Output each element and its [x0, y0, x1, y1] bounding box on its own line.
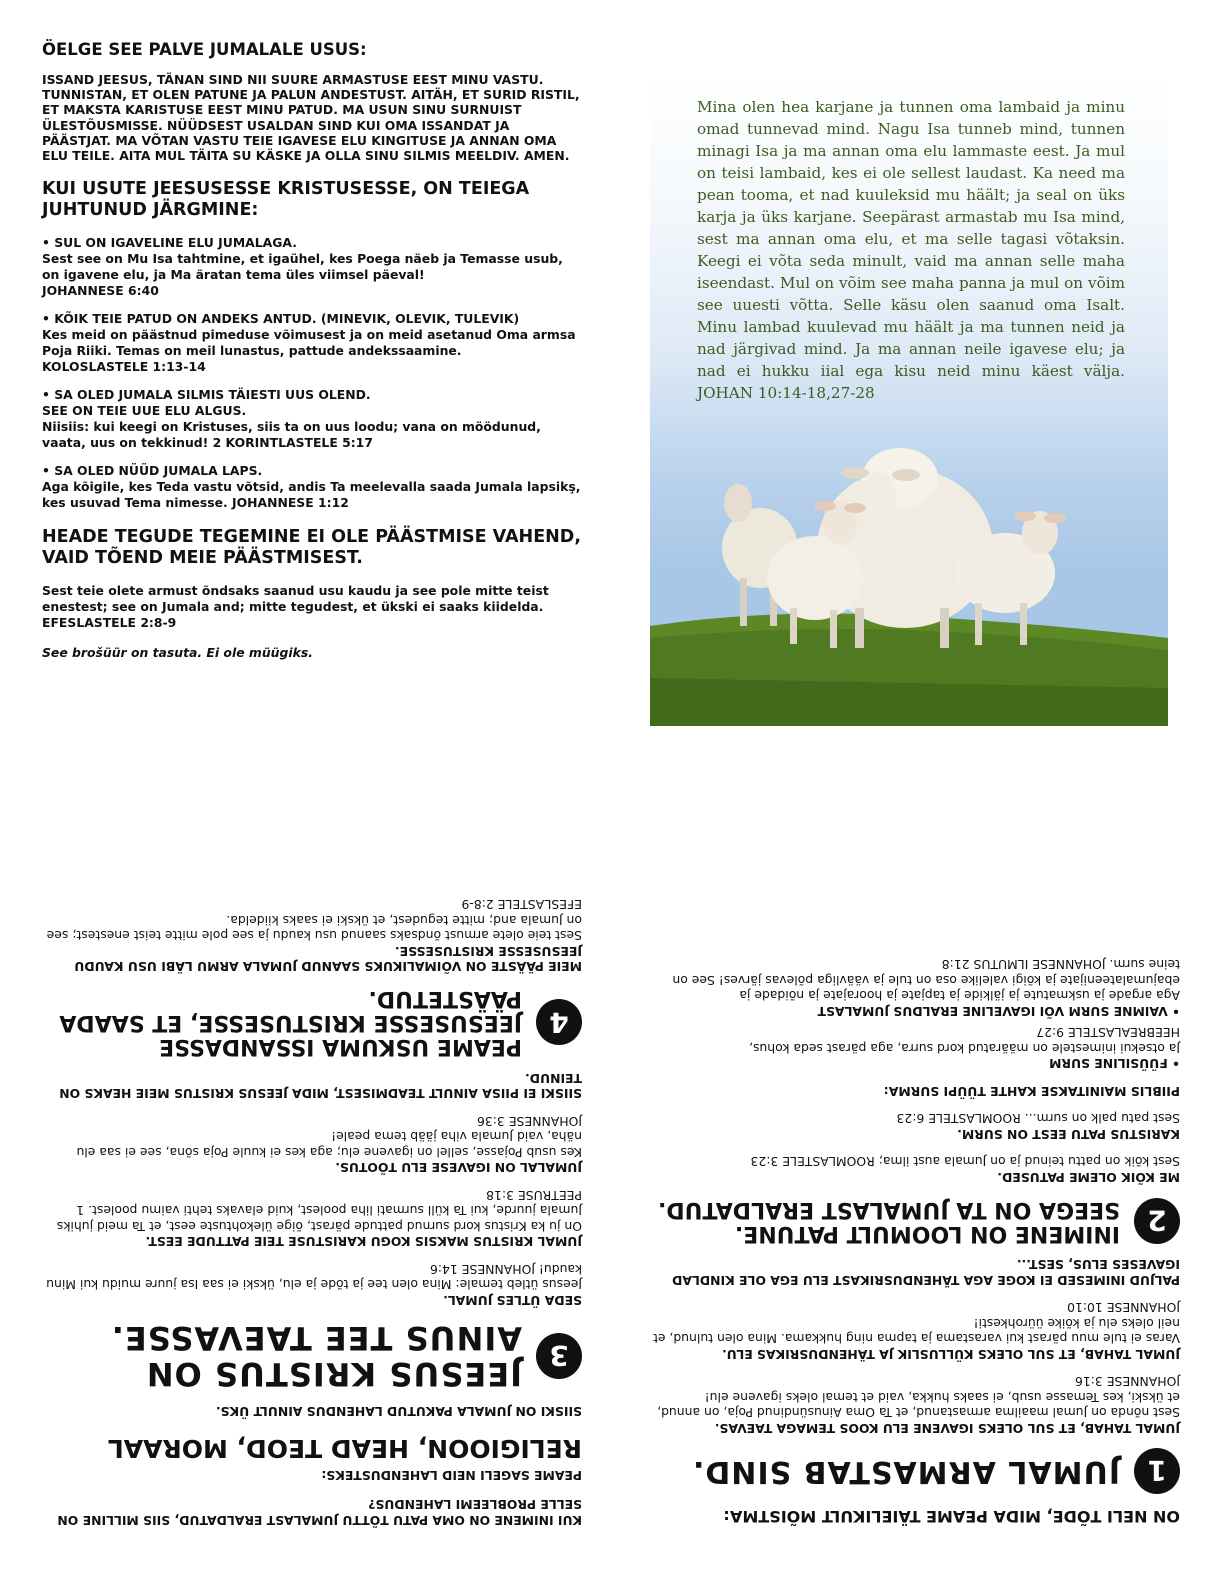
para-lead: JUMALAL ON IGAVESE ELU TÕOTUS. — [335, 1160, 582, 1176]
intro-solutions: PEAME SAGELI NEID LAHENDUSTEKS: — [321, 1468, 582, 1483]
item-body: SEE ON TEIE UUE ELU ALGUS. — [42, 403, 247, 419]
paragraph — [650, 1300, 1180, 1362]
list-item — [42, 235, 582, 299]
paragraph — [650, 1111, 1180, 1142]
truths-panel-3-4 — [42, 808, 582, 1528]
item-ref: JOHANNESE 6:40 — [42, 283, 159, 299]
paragraph: PIIBLIS MAINITAKSE KAHTE TÜÜPI SURMA: — [883, 1084, 1180, 1099]
list-item — [42, 311, 582, 375]
section-4-header — [42, 987, 582, 1059]
para-lead: JUMAL KRISTUS MAKSIS KOGU KARISTUSE TEIE PATTUDE EEST. — [145, 1234, 582, 1250]
para-text: Sest patu palk on surm... ROOMLASTELE 6:23 — [896, 1111, 1180, 1127]
section-2-title: SEEGA ON TA JUMALAST ERALDATUD. — [657, 1197, 1120, 1222]
para-text: Kes usub Pojasse, sellel on igavene elu; aga kes ei kuule Poja sõna, see ei saa elu näha, vaid Jumala viha jääb tema peale! — [76, 1129, 582, 1160]
paragraph — [650, 1154, 1180, 1185]
para-lead: JUMAL TAHAB, ET SUL OLEKS KÜLLUSLIK JA TÄHENDUSRIKAS ELU. — [722, 1347, 1180, 1362]
prayer-heading: ÖELGE SEE PALVE JUMALALE USUS: — [42, 40, 367, 59]
section-2-header — [650, 1197, 1180, 1245]
section-1-header — [650, 1448, 1180, 1494]
paragraph — [42, 1262, 582, 1309]
section-3-header — [42, 1320, 582, 1392]
item-body: Aga kõigile, kes Teda vastu võtsid, andis Ta meelevalla saada Jumala lapsikş, kes usuvad Tema nimesse. JOHANNESE 1:12 — [42, 479, 581, 511]
works-text: Sest teie olete armust õndsaks saanud usu kaudu ja see pole mitte teist enestest; see on Jumala and; mitte tegudest, et ükski ei saaks kiidelda. — [42, 583, 549, 615]
para-lead: • VAIMNE SURM VÕI IGAVELINE ERALDUS JUMALAST — [817, 1004, 1180, 1019]
number-badge: 4 — [536, 1000, 582, 1046]
para-lead: • FÜÜSILINE SURM — [1049, 1056, 1180, 1072]
paragraph: PALJUD INIMESED EI KOGE AGA TÄHENDUSRIKAST ELU EGA OLE KINDLAD IGAVESES ELUS, SEST... — [672, 1257, 1180, 1288]
para-ref: EFESLASTELE 2:8-9 — [461, 897, 582, 913]
number-badge: 1 — [1134, 1448, 1180, 1494]
para-text: Sest kõik on pattu teinud ja on Jumala aust ilma; ROOMLASTELE 3:23 — [750, 1154, 1180, 1170]
sheep-illustration — [650, 78, 1168, 726]
prayer-panel — [42, 40, 582, 740]
para-text: On ju ka Kristus kord surnud pattude pärast, õige ülekohtuste eest, et Ta meid juhiks Jumala juurde, kui Ta küll surmati liha poolest, kuid elavaks tehti vaimu poolest. 1 PEETRUSE 3:18 — [56, 1188, 582, 1234]
works-ref: EFESLASTELE 2:8-9 — [42, 615, 177, 631]
para-ref: JOHANNESE 3:36 — [476, 1114, 582, 1129]
para-ref: JOHANNESE 10:10 — [1067, 1300, 1180, 1316]
bible-verse: Mina olen hea karjane ja tunnen oma lambaid ja minu omad tunnevad mind. Nagu Isa tunneb mind, tunnen minagi Isa ja ma annan oma elu lammaste eest. Ja mul on teisi lambaid, kes ei ole sellest laudast. Ka need ma pean tooma, et nad kuuleksid mu häält; ja seal on üks karja ja üks karjane. Seepärast armastab mu Isa mind, sest ma annan oma elu, et ma selle tagasi võtaksin. Keegi ei võta seda minult, vaid ma annan selle maha iseendast. Mul on võim see maha panna ja mul on võim see uuesti võtta. Selle käsu olen saanud oma Isalt. Minu lambad kuulevad mu häält ja ma tunnen neid ja nad järgivad mind. Ja ma annan neile igavese elu; ja nad ei hukku iial ega kisu neid minu käest välja. JOHAN 10:14-18,27-28 — [697, 98, 1125, 402]
paragraph — [42, 1114, 582, 1176]
religion-line: RELIGIOON, HEAD TEOD, MORAAL — [107, 1434, 582, 1464]
works-paragraph — [42, 583, 582, 631]
truths-panel-1-2 — [650, 808, 1180, 1528]
para-lead: SEDA ÜTLES JUMAL. — [443, 1293, 582, 1308]
para-text: Varas ei tule muu pärast kui varastama ja tapma ning hukkama. Mina olen tulnud, et neil oleks elu ja kõike üürohkesti! — [652, 1316, 1180, 1347]
prayer-text: ISSAND JEESUS, TÄNAN SIND NII SUURE ARMASTUSE EEST MINU VASTU. TUNNISTAN, ET OLEN PATUNE JA PALUN ANDESTUST. AITÄH, ET SURID RISTIL, ET MAKSTA KARISTUSE EEST MINU PATUD. MA USUN SINU SURNUIST ÜLESTÕUSMISSE. NÜÜDSEST USALDAN SIND KUI OMA ISSANDAT JA PÄÄSTJAT. MA VÕTAN VASTU TEIE IGAVESE ELU KINGITUSE JA ANNAN OMA ELU TEILE. AITA MUL TÄITA SU KÄSKE JA OLLA SINU SILMIS MEELDIV. AMEN. — [42, 72, 580, 164]
number-badge: 3 — [536, 1333, 582, 1379]
para-lead: MEIE PÄÄSTE ON VÕIMALIKUKS SAANUD JUMALA ARMU LÄBI USU KAUDU JEESUSESSE KRISTUSESSE. — [74, 944, 582, 975]
item-ref: KOLOSLASTELE 1:13-14 — [42, 359, 206, 375]
list-item — [42, 387, 582, 451]
para-text: Aga argade ja uskmatute ja jälkide ja tapjate ja hoorajate ja nõidade ja ebajumalateenijate ja kõigi valelike osa on tule ja väävliga põlevas järves! See on teine surm. JOHANNESE ILMUTUS 21:8 — [672, 957, 1180, 1004]
para-lead: ME KÕIK OLEME PATUSED. — [997, 1170, 1180, 1185]
para-text: Jeesus ütleb temale: Mina olen tee ja tõde ja elu, ükski ei saa Isa juure muidu kui Minu kaudu! JOHANNESE 14:6 — [46, 1262, 582, 1293]
item-lead: • SA OLED NÜÜD JUMALA LAPS. — [42, 463, 263, 479]
paragraph — [42, 897, 582, 975]
sheep-image-panel — [650, 78, 1168, 726]
section-1-title: JUMAL ARMASTAB SIND. — [692, 1454, 1120, 1489]
paragraph — [650, 957, 1180, 1019]
item-ref: Niisiis: kui keegi on Kristuses, siis ta on uus loodu; vana on möödunud, vaata, uus on tekkinud! 2 KORINTLASTELE 5:17 — [42, 419, 541, 451]
paragraph — [42, 1188, 582, 1250]
free-note: See brošüür on tasuta. Ei ole müügiks. — [42, 645, 313, 661]
intro-question: KUI INIMENE ON OMA PATU TÕTTU JUMALAST ERALDATUD, SIIS MILLINE ON SELLE PROBLEEMI LAHENDUS? — [57, 1497, 582, 1528]
section-3-title: JEESUS KRISTUS ON — [145, 1355, 522, 1393]
para-text: Sest nõnda on Jumal maailma armastanud, et Ta Oma Ainusündinud Poja, on annud, et ükski, kes Temasse usub, ei saaks hukka, vaid et temal oleks igavene elu! JOHANNESE 3:16 — [657, 1374, 1180, 1421]
paragraph: SIISKI EI PIISA AINULT TEADMISEST, MIDA JEESUS KRISTUS MEIE HEAKS ON TEINUD. — [59, 1071, 582, 1102]
truths-intro: ON NELI TÕDE, MIDA PEAME TÄIELIKULT MÕISTMA: — [723, 1507, 1180, 1526]
section-2-title: INIMENE ON LOOMULT PATUNE. — [734, 1221, 1120, 1246]
works-heading: HEADE TEGUDE TEGEMINE EI OLE PÄÄSTMISE VAHEND, VAID TÕEND MEIE PÄÄSTMISEST. — [42, 527, 581, 569]
item-body: Sest see on Mu Isa tahtmine, et igaühel, kes Poega näeb ja Temasse usub, on igavene elu, ja Ma äratan tema üles viimsel päeval! — [42, 251, 563, 283]
item-lead: • SUL ON IGAVELINE ELU JUMALAGA. — [42, 235, 297, 251]
item-lead: • KÕIK TEIE PATUD ON ANDEKS ANTUD. (MINEVIK, OLEVIK, TULEVIK) — [42, 311, 520, 327]
para-text: Sest teie olete armust õndsaks saanud usu kaudu ja see pole mitte teist enestest; see on Jumala and; mitte tegudest, et ükski ei saaks kiidelda. — [46, 913, 582, 944]
item-body: Kes meid on päästnud pimeduse võimusest ja on meid asetanud Oma armsa Poja Riiki. Temas on meil lunastus, pattude andekssaamine. — [42, 327, 576, 359]
item-lead: • SA OLED JUMALA SILMIS TÄIESTI UUS OLEND. — [42, 387, 371, 403]
paragraph — [650, 1374, 1180, 1436]
list-item — [42, 463, 582, 511]
para-lead: JUMAL TAHAB, ET SUL OLEKS IGAVENE ELU KOOS TEMAGA TAEVAS. — [714, 1421, 1180, 1436]
happened-heading: KUI USUTE JEESUSESSE KRISTUSESSE, ON TEIEGA JUHTUNUD JÄRGMINE: — [42, 179, 530, 221]
number-badge: 2 — [1134, 1198, 1180, 1244]
section-3-title: AINUS TEE TAEVASSE. — [110, 1319, 522, 1357]
section-4-title: PEAME USKUMA ISSANDASSE JEESUSESSE KRISTUSESSE, ET SAADA PÄÄSTETUD. — [59, 986, 522, 1060]
paragraph — [650, 1025, 1180, 1072]
para-lead: KARISTUS PATU EEST ON SURM. — [957, 1127, 1180, 1142]
para-text: Ja otsekui inimestele on määratud kord surra, aga pärast seda kohus, HEEBREALASTELE 9:27 — [749, 1025, 1180, 1056]
only-one-line: SIISKI ON JUMALA PAKUTUD LAHENDUS AINULT ÜKS. — [215, 1404, 582, 1420]
